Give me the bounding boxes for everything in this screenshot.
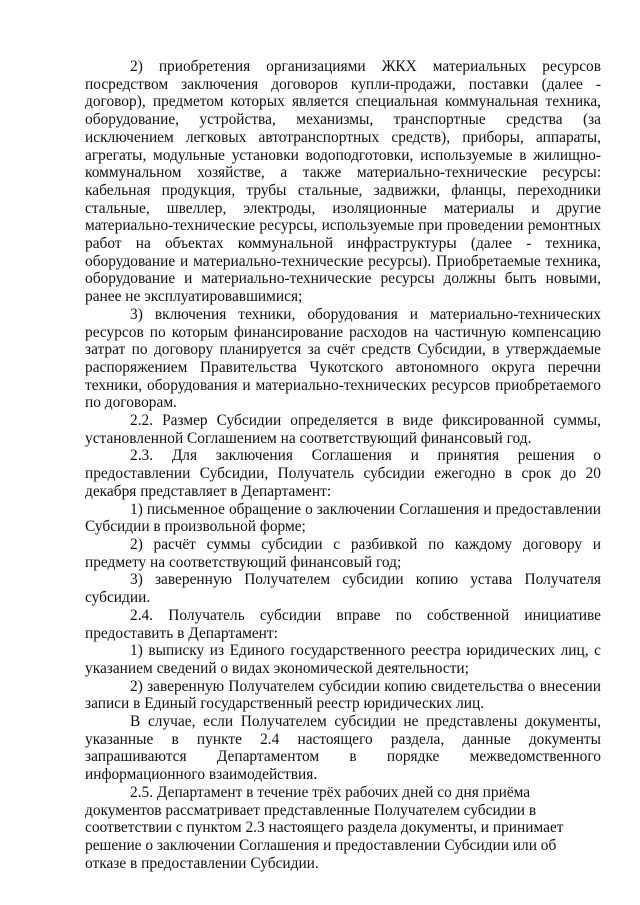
paragraph-2-5-review: 2.5. Департамент в течение трёх рабочих дней со дня приёма документов рассматривает представленные Получателем субсидии в соответствии с пунктом 2.3 настоящего раздела документы, и принимает решение о заключении Соглашения и предоставлении Субсидии или об отказе в предоставлении Субсидии.: [85, 783, 564, 872]
paragraph-item-2-acquisition: 2) приобретения организациями ЖКХ материальных ресурсов посредством заключения договоров купли-продажи, поставки (далее - договор), предметом которых является специальная коммунальная техника, оборудование, устройства, механизмы, транспортные средства (за исключением легковых автотранспортных средств), приборы, аппараты, агрегаты, модульные установки водоподготовки, используемые в жилищно-коммунальном хозяйстве, а также материально-технические ресурсы: кабельная продукция, трубы стальные, задвижки, фланцы, переходники стальные, швеллер, электроды, изоляционные материалы и другие материально-технические ресурсы, используемые при проведении ремонтных работ на объектах коммунальной инфраструктуры (далее - техника, оборудование и материально-технические ресурсы). Приобретаемые техника, оборудование и материально-технические ресурсы должны быть новыми, ранее не эксплуатировавшимися;: [85, 58, 601, 306]
paragraph-2-4-item-1: 1) выписку из Единого государственного реестра юридических лиц, с указанием сведений о видах экономической деятельности;: [85, 642, 601, 677]
paragraph-2-3-item-3: 3) заверенную Получателем субсидии копию устава Получателя субсидии.: [85, 571, 601, 607]
paragraph-2-3-documents: 2.3. Для заключения Соглашения и принятия решения о предоставлении Субсидии, Получатель субсидии ежегодно в срок до 20 декабря представляет в Департамент:: [85, 447, 601, 500]
paragraph-2-4-optional: 2.4. Получатель субсидии вправе по собственной инициативе предоставить в Департамент:: [85, 606, 601, 642]
paragraph-2-3-item-2: 2) расчёт суммы субсидии с разбивкой по каждому договору и предмету на соответствующий финансовый год;: [85, 535, 601, 571]
paragraph-interagency-request: В случае, если Получателем субсидии не представлены документы, указанные в пункте 2.4 настоящего раздела, данные документы запрашиваются Департаментом в порядке межведомственного информационного взаимодействия.: [85, 713, 601, 784]
paragraph-item-3-inclusion: 3) включения техники, оборудования и материально-технических ресурсов по которым финансирование расходов на частичную компенсацию затрат по договору планируется за счёт средств Субсидии, в утверждаемые распоряжением Правительства Чукотского автономного округа перечни техники, оборудования и материально-технических ресурсов приобретаемого по договорам.: [85, 305, 601, 412]
paragraph-2-3-item-1: 1) письменное обращение о заключении Соглашения и предоставлении Субсидии в произвольной форме;: [85, 500, 601, 536]
paragraph-2-4-item-2: 2) заверенную Получателем субсидии копию свидетельства о внесении записи в Единый государственный реестр юридических лиц.: [85, 677, 601, 713]
paragraph-2-2-subsidy-amount: 2.2. Размер Субсидии определяется в виде фиксированной суммы, установленной Соглашением на соответствующий финансовый год.: [85, 412, 601, 447]
document-body: [85, 58, 601, 872]
